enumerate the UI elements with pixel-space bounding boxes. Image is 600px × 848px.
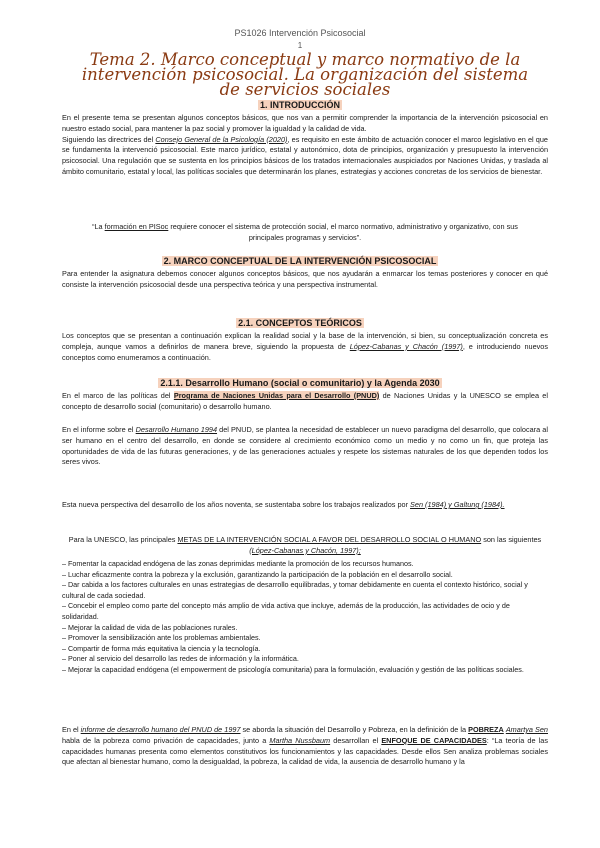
section-heading-conceptos: 2.1. CONCEPTOS TEÓRICOS [238, 318, 362, 328]
formacion-link: formación en PISoc [104, 222, 169, 231]
intro-paragraph-2: Siguiendo las directrices del Consejo General de la Psicología (2020), es requisito en este ámbito de actuación conocer el marco legislativo en el que se fundamenta la intervenció psicosocial. Este marco jurídico, estatal y autonómico, dota de principios, organización y presupuesto la intervención psicosocial. Una regulación que se sustenta en los principios básicos de los tratados internacionales auspiciados por Naciones Unidas, y traslada al ámbito comunitario, estatal y local, las políticas sociales que determinarán los planes, estrategias y acciones concretas de los servicios de bienestar. [62, 134, 548, 176]
list-item: – Concebir el empleo como parte del concepto más amplio de vida activa que incluye, además de la producción, las actividades de ocio y de solidaridad. [62, 601, 510, 621]
page-number: 1 [297, 41, 303, 50]
informe-1994-reference: Desarrollo Humano 1994 [135, 425, 218, 434]
list-item: – Luchar eficazmente contra la pobreza y la exclusión, garantizando la participación de la población en el desarrollo social. [62, 569, 453, 579]
list-item: – Poner al servicio del desarrollo las redes de información y la informática. [62, 654, 299, 664]
section-heading-introduccion: 1. INTRODUCCIÓN [259, 100, 340, 110]
course-header: PS1026 Intervención Psicosocial [234, 28, 366, 38]
list-item: – Compartir de forma más equitativa la ciencia y la tecnología. [62, 643, 261, 653]
marco-paragraph: Para entender la asignatura debemos conocer algunos conceptos básicos, que nos ayudarán a enmarcar los temas posteriores y conocer en qué consiste la intervención psicosocial desde una perspectiva teórica y una perspectiva instrumental. [62, 269, 548, 289]
intro-paragraph-1: En el presente tema se presentan algunos conceptos básicos, que nos van a permitir comprender la importancia de la intervención psicosocial en nuestro estado social, para mantener la paz social y promover la igualdad y la calidad de vida. [62, 113, 548, 133]
list-item: – Promover la sensibilización ante los problemas ambientales. [62, 633, 261, 643]
desarrollo-paragraph-4: En el informe de desarrollo humano del PNUD de 1997 se aborda la situación del Desarrollo y Pobreza, en la definición de la POBREZA Amartya Sen habla de la pobreza como privación de capacidades, junto a Martha Nussbaum desarrollan el ENFOQUE DE CAPACIDADES: “La teoría de las capacidades humanas presenta como elementos constitutivos los funcionamientos y las capacidades. Desde ellos Sen analiza problemas sociales que afectan al bienestar humano, como la desigualdad, la pobreza, la calidad de vida, la ausencia de desarrollo humano y la [62, 725, 548, 767]
list-item: – Mejorar la calidad de vida de las poblaciones rurales. [62, 622, 238, 632]
list-item: – Mejorar la capacidad endógena (el empowerment de psicología comunitaria) para la formulación, evaluación y gestión de las políticas sociales. [62, 664, 524, 674]
lopez-cabanas-reference: López-Cabanas y Chacón (1997) [349, 341, 463, 351]
martha-nussbaum-reference: Martha Nussbaum [269, 735, 331, 745]
list-item: – Dar cabida a los factores culturales en unas estrategias de desarrollo equilibradas, y tomar debidamente en cuenta el contexto histórico, social y cultural de cada sociedad. [62, 580, 528, 600]
intro-section [62, 113, 548, 178]
amartya-sen-reference: Amartya Sen [505, 725, 548, 734]
desarrollo-paragraph-2: En el informe sobre el Desarrollo Humano 1994 del PNUD, se plantea la necesidad de establecer un nuevo paradigma del desarrollo, que colocara al ser humano en el centro del desarrollo, en donde se considere al crecimiento económico como un medio y no como un fin, que proteja las oportunidades de vida de las futuras generaciones, y de las generaciones actuales y respete los sistemas naturales de los que dependen todos los seres vivos. [62, 425, 548, 467]
informe-1997-reference: informe de desarrollo humano del PNUD de 1997 [80, 725, 241, 734]
page-title: Tema 2. Marco conceptual y marco normativo de la intervención psicosocial. La organización del sistema de servicios sociales [81, 50, 529, 99]
conceptos-paragraph: Los conceptos que se presentan a continuación explican la realidad social y la base de la intervención, si bien, su conceptualización concreta es compleja, aunque vamos a definirlos de manera breve, siguiendo la propuesta de López-Cabanas y Chacón (1997), e introduciendo nuevos conceptos como enumeramos a continuación. [62, 331, 548, 362]
metas-intro: Para la UNESCO, las principales METAS DE LA INTERVENCIÓN SOCIAL A FAVOR DEL DESARROLLO SOCIAL O HUMANO son las siguientes (López-Cabanas y Chacón, 1997); [68, 535, 542, 555]
pobreza-term: POBREZA [468, 725, 504, 734]
metas-list [62, 559, 548, 676]
desarrollo-paragraph-3: Esta nueva perspectiva del desarrollo de los años noventa, se sustentaba sobre los trabajos realizados por Sen (1984) y Galtung (1984). [62, 500, 505, 509]
consejo-reference: Consejo General de la Psicología (2020) [155, 134, 288, 144]
metas-reference: (López-Cabanas y Chacón, 1997); [249, 545, 361, 555]
sen-galtung-reference: Sen (1984) y Galtung (1984). [410, 500, 505, 509]
section-heading-marco: 2. MARCO CONCEPTUAL DE LA INTERVENCIÓN PSICOSOCIAL [163, 256, 437, 266]
quote-block: “La formación en PISoc requiere conocer el sistema de protección social, el marco normativo, administrativo y organizativo, con sus principales programas y servicios”. [92, 222, 518, 242]
metas-heading: METAS DE LA INTERVENCIÓN SOCIAL A FAVOR DEL DESARROLLO SOCIAL O HUMANO [177, 535, 482, 544]
pnud-reference: Programa de Naciones Unidas para el Desarrollo (PNUD) [173, 391, 380, 400]
list-item: – Fomentar la capacidad endógena de las zonas deprimidas mediante la promoción de los recursos humanos. [62, 559, 414, 568]
desarrollo-paragraph-1: En el marco de las políticas del Programa de Naciones Unidas para el Desarrollo (PNUD) de Naciones Unidas y la UNESCO se emplea el concepto de desarrollo social (comunitario) o desarrollo humano. [62, 391, 548, 411]
enfoque-capacidades-term: ENFOQUE DE CAPACIDADES [381, 735, 487, 745]
section-heading-desarrollo: 2.1.1. Desarrollo Humano (social o comunitario) y la Agenda 2030 [160, 378, 440, 388]
